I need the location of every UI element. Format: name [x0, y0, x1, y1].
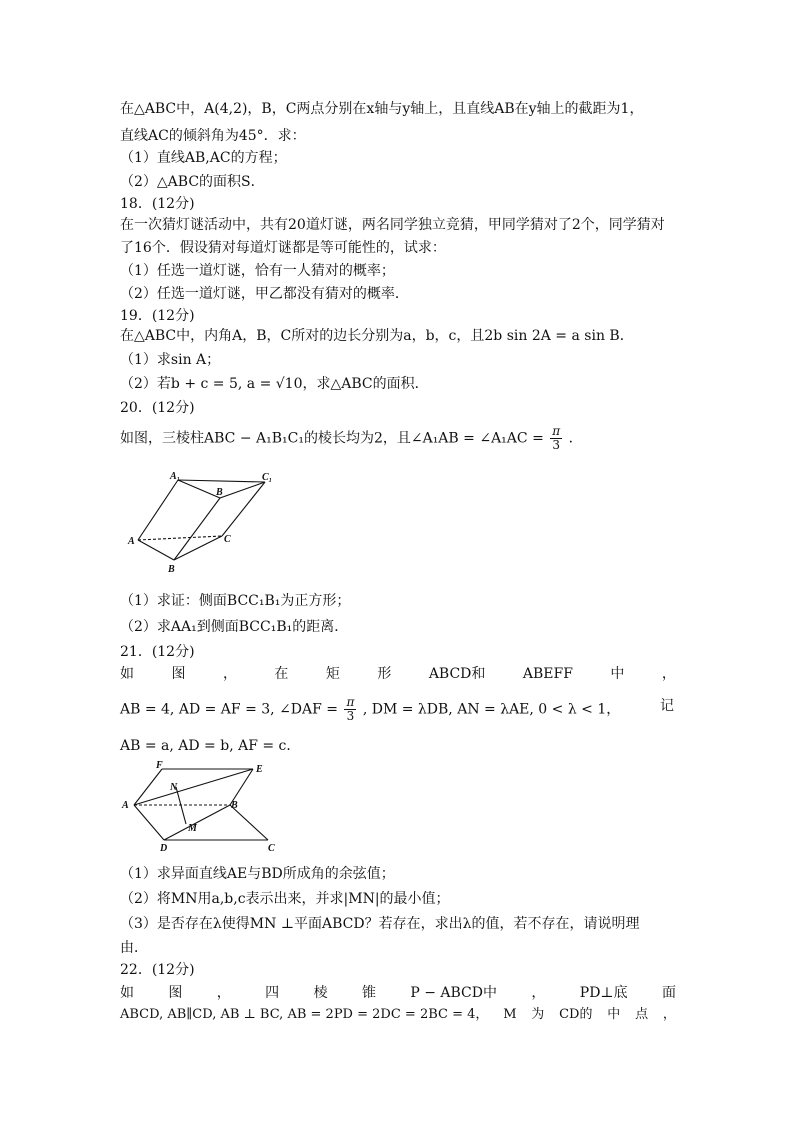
q21-part1: （1）求异面直线AE与BD所成角的余弦值； [120, 866, 395, 882]
pi-over-3-fraction [344, 696, 356, 723]
fraction-numerator: π [552, 424, 561, 438]
fraction-numerator: π [346, 695, 355, 709]
q18-line1: 在一次猜灯谜活动中，共有20道灯谜，两名同学独立竞猜，甲同学猜对了2个，同学猜对 [120, 217, 665, 233]
label-b1: B [216, 487, 223, 498]
label-f: F [156, 760, 163, 771]
edge-a1-a [138, 480, 178, 540]
label-b: B [168, 564, 175, 575]
q21-part3-cont: 由． [120, 940, 148, 956]
q22-word: 棱 [313, 985, 328, 1001]
q21-word: ， [222, 666, 237, 682]
label-m: M [188, 823, 197, 834]
prism-figure [120, 468, 280, 578]
q20-part1: （1）求证：侧面BCC₁B₁为正方形； [120, 593, 351, 609]
label-a1: A₁ [170, 471, 181, 482]
q21-word: 在 [274, 666, 289, 682]
q21-word: ， [661, 666, 676, 682]
q22-word: 如 [120, 985, 134, 1001]
q21-line1 [120, 664, 676, 684]
label-b: B [231, 800, 238, 811]
edge-a1-b1 [178, 480, 220, 498]
q21-part2: （2）将MN用a,b,c表示出来，并求|MN|的最小值； [120, 891, 450, 907]
q22-heading: 22．(12分) [120, 962, 195, 978]
q21-word: 中 [610, 666, 625, 682]
q17-part1: （1）直线AB,AC的方程； [120, 150, 287, 166]
q22-line1 [120, 983, 676, 1003]
q20-heading: 20．(12分) [120, 400, 195, 416]
q22-word: 四 [265, 985, 280, 1001]
q18-part1: （1）任选一道灯谜，恰有一人猜对的概率； [120, 263, 395, 279]
q21-part3: （3）是否存在λ使得MN ⊥平面ABCD？若存在，求出λ的值，若不存在，请说明理 [120, 916, 640, 932]
q22-word: ， [531, 985, 546, 1001]
q22-word: M [503, 1007, 517, 1022]
q19-heading: 19．(12分) [120, 308, 195, 324]
label-a: A [128, 536, 135, 547]
label-c: C [224, 534, 231, 545]
fraction-denominator: 3 [346, 709, 355, 723]
q22-word: 为 [531, 1007, 545, 1022]
label-c1: C₁ [262, 472, 273, 483]
pi-over-3-fraction [550, 425, 562, 452]
q21-word: 形 [377, 666, 392, 682]
q20-line1-end: ． [568, 430, 583, 447]
q18-line2: 了16个．假设猜对每道灯谜都是等可能性的，试求： [120, 240, 446, 256]
fraction-denominator: 3 [552, 438, 561, 452]
label-n: N [170, 782, 178, 793]
edge-b-c [174, 536, 222, 560]
q21-heading: 21．(12分) [120, 644, 195, 660]
edge-a-b [138, 540, 174, 560]
q19-line1: 在△ABC中，内角A，B，C所对的边长分别为a，b，c，且2b sin 2A = a sin B． [120, 328, 634, 344]
q17-part2: （2）△ABC的面积S． [120, 174, 265, 190]
label-e: E [256, 764, 263, 775]
q20-part2: （2）求AA₁到侧面BCC₁B₁的距离． [120, 619, 349, 635]
q19-part2: （2）若b + c = 5, a = √10，求△ABC的面积． [120, 376, 429, 392]
label-a: A [122, 800, 129, 811]
q22-word: 图 [168, 985, 183, 1001]
q20-line1-text: 如图，三棱柱ABC − A₁B₁C₁的棱长均为2，且∠A₁AB = ∠A₁AC = [120, 430, 544, 447]
q22-word: 点 [635, 1007, 649, 1022]
label-d: D [160, 843, 168, 854]
q20-line1 [120, 425, 583, 452]
q22-word: ， [216, 985, 231, 1001]
q21-line2-end: 记 [660, 698, 674, 714]
q21-word: ABCD和 [428, 666, 486, 682]
q21-line2 [120, 696, 620, 723]
edge-f-a [134, 769, 162, 805]
q22-word: 锥 [361, 985, 376, 1001]
q21-word: ABEFF [522, 666, 573, 682]
q21-word: 矩 [325, 666, 340, 682]
q17-line1: 在△ABC中，A(4,2)，B，C两点分别在x轴与y轴上，且直线AB在y轴上的截距为1， [120, 101, 644, 117]
q21-word: 如 [120, 666, 134, 682]
q18-heading: 18．(12分) [120, 196, 195, 212]
q17-line2: 直线AC的倾斜角为45°．求： [120, 128, 306, 144]
q21-line2-text: AB = 4, AD = AF = 3, ∠DAF = [120, 701, 339, 718]
edge-a-d [134, 805, 164, 840]
q22-word: 中 [607, 1007, 621, 1022]
q22-word: PD⊥底 [579, 985, 628, 1001]
edge-a-c-hidden [138, 536, 222, 540]
q19-part1: （1）求sin A； [120, 352, 221, 368]
q22-line2 [120, 1005, 676, 1025]
q22-word: ， [662, 1007, 676, 1022]
q18-part2: （2）任选一道灯谜，甲乙都没有猜对的概率． [120, 286, 409, 302]
q21-line3: AB = a, AD = b, AF = c． [120, 738, 301, 754]
edge-d-b [164, 805, 230, 840]
edge-a1-c1 [178, 480, 265, 482]
q22-word: 面 [661, 985, 676, 1001]
label-c: C [268, 843, 275, 854]
edge-b1-b [174, 498, 220, 560]
q21-word: 图 [171, 666, 186, 682]
rectangles-figure [118, 760, 278, 855]
q22-word: P − ABCD中 [410, 985, 497, 1001]
q21-line2-vectors: , DM = λDB, AN = λAE, 0 < λ < 1， [362, 701, 621, 718]
q22-word: ABCD, AB∥CD, AB ⊥ BC, AB = 2PD = 2DC = 2BC = 4， [120, 1007, 489, 1022]
q22-word: CD的 [559, 1007, 593, 1022]
